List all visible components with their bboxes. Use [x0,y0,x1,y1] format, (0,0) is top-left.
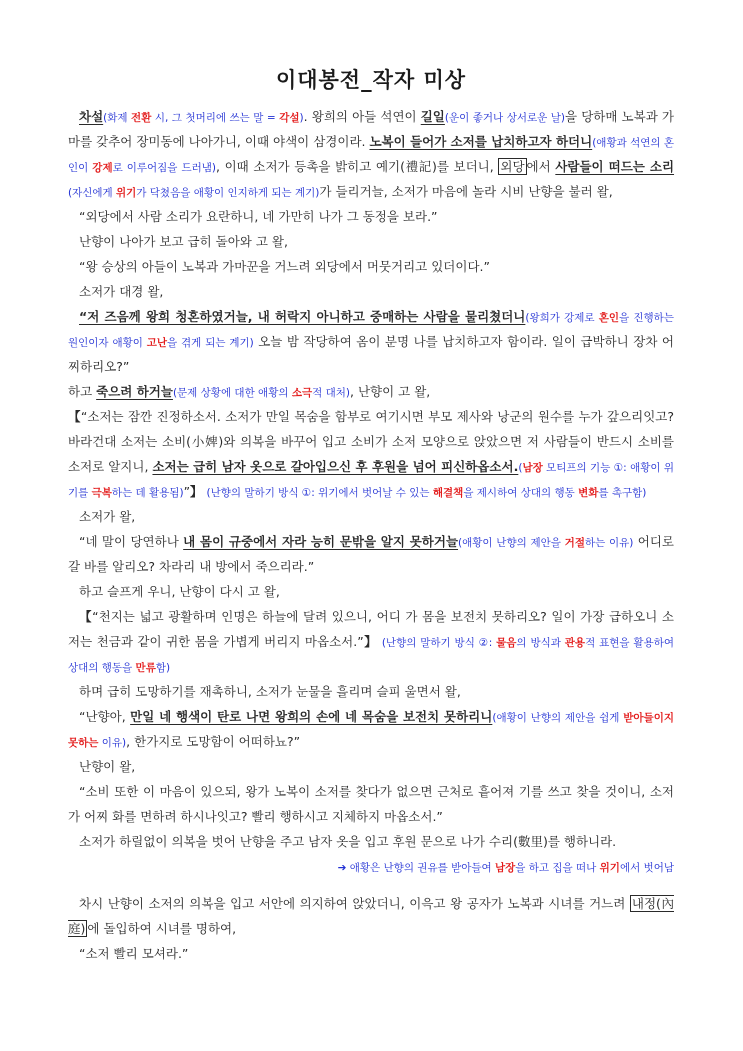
body-text: 난향이 왈, [79,759,136,774]
body-text: ” [183,484,191,499]
paragraph [68,254,674,279]
annotation-keyword: 각설 [279,112,300,124]
annotation-note: 하는 이유) [584,537,634,549]
annotation-note: 로 이루어짐을 드러냄) [112,162,216,174]
body-text: 에서 [526,159,556,174]
paragraph [68,829,674,854]
annotation-keyword: 남장 [522,462,543,474]
boxed-term: 외당 [500,159,525,174]
paragraph [68,754,674,779]
annotation-keyword: 전환 [131,112,152,124]
body-text: “네 말이 당연하나 [79,534,184,549]
body-text: “외당에서 사람 소리가 요란하니, 네 가만히 나가 그 동정을 보라.” [79,209,438,224]
annotation-note: 적 대처) [312,387,350,399]
body-text: 어디로 갈 바를 알리오? 차라리 내 방에서 죽으리라.” [68,534,675,574]
annotation-note: ) [299,112,304,124]
body-text: 하고 슬프게 우니, 난향이 다시 고 왈, [79,584,280,599]
paragraph [68,304,674,379]
body-text: 소저가 하릴없이 의복을 벗어 난향을 주고 남자 옷을 입고 후원 문으로 나가 수리(數里)를 행하니라. [79,834,617,849]
annotation-note: (왕희가 강제로 [525,312,599,324]
annotation-keyword: 해결책 [432,487,464,499]
annotation-note: 을 진행하는 원인이자 애황이 [68,312,674,349]
body-text: “왕 승상의 아들이 노복과 가마꾼을 거느려 외당에서 머뭇거리고 있더이다.” [79,259,490,274]
passage-body [68,104,674,854]
annotation-note: 을 하고 집을 떠나 [515,862,600,874]
key-phrase: 차설 [79,109,104,124]
key-phrase: 사람들이 떠드는 소리 [555,159,675,174]
key-phrase: 죽으려 하거늘 [96,384,173,399]
annotation-keyword: 만류 [135,662,156,674]
body-text: 하며 급히 도망하기를 재촉하니, 소저가 눈물을 흘리며 슬피 울면서 왈, [79,684,461,699]
body-text: 하고 [68,384,97,399]
annotation-note: 을 겪게 되는 계기) [167,337,254,349]
annotation-note: (화제 [103,112,132,124]
paragraph [68,279,674,304]
annotation-note: ( [518,462,523,474]
annotation-note: (애황이 난향의 제안을 쉽게 [492,712,624,724]
key-phrase: 노복이 들어가 소저를 납치하고자 하더니 [369,134,593,149]
annotation-keyword: 받아들이지 못하는 [68,712,674,749]
summary-note [68,854,674,879]
annotation-note: (난향의 말하기 방식 ①: 위기에서 벗어날 수 있는 [206,487,433,499]
annotation-keyword: 거절 [564,537,585,549]
paragraph [68,941,674,966]
key-phrase: 길일 [420,109,445,124]
annotation-note: 에서 벗어남 [619,862,674,874]
key-phrase: “저 즈음께 왕희 청혼하였거늘, 내 허락지 아니하고 중매하는 사람을 물리쳤더니 [79,309,526,324]
annotation-keyword: 변화 [578,487,599,499]
body-text: , 난향이 고 왈, [350,384,431,399]
paragraph [68,891,674,941]
annotation-keyword: 소극 [291,387,313,399]
paragraph [68,229,674,254]
annotation-keyword: 위기 [116,187,137,199]
body-text: “소비 또한 이 마음이 있으되, 왕가 노복이 소저를 찾다가 없으면 근처로 흩어져 기를 쓰고 찾을 것이니, 소저가 어찌 화를 면하려 하시나잇고? 빨리 행하시고 지체하지 마옵소서.” [68,784,674,824]
annotation-keyword: 고난 [146,337,168,349]
body-text: , 이때 소저가 등촉을 밝히고 예기(禮記)를 보더니, [215,159,499,174]
body-text: “난향아, [79,709,131,724]
body-text: “소저는 잠깐 진정하소서. 소저가 만일 목숨을 함부로 여기시면 부모 제사와 낭군의 원수를 누가 갚으리잇고? 바라건대 소저는 소비(小婢)와 의복을 바꾸어 입고 소비가 소저 모양으로 앉았으면 저 사람들이 반드시 소비를 소저로 알지니, [68,409,674,474]
annotation-keyword: 물음 [496,637,517,649]
body-text: 가 들리거늘, 소저가 마음에 놀라 시비 난향을 불러 왈, [319,184,613,199]
annotation-keyword: 관용 [564,637,586,649]
key-phrase: 내 몸이 규중에서 자라 능히 문밖을 알지 못하거늘 [183,534,459,549]
annotation-note: 의 방식과 [516,637,565,649]
key-phrase: 소저는 급히 남자 옷으로 갈아입으신 후 후원을 넘어 피신하옵소서. [152,459,519,474]
annotation-note: 시, 그 첫머리에 쓰는 말 = [151,112,280,124]
body-text: , 한가지로 도망함이 어떠하뇨?” [126,734,301,749]
annotation-keyword: 강제 [92,162,113,174]
annotation-keyword: 혼인 [598,312,620,324]
annotation-keyword: 위기 [599,862,620,874]
annotation-note: ➔ [337,862,347,874]
annotation-note: 하는 데 활용됨) [111,487,184,499]
quote-bracket: 】 [363,634,378,649]
paragraph [68,379,674,404]
page-title: 이대봉전_작자 미상 [275,68,467,92]
document-page [68,66,674,966]
body-text: “소저 빨리 모셔라.” [79,946,189,961]
body-text: “천지는 넓고 광활하며 인명은 하늘에 달려 있으니, 어디 가 몸을 보전치 못하리오? 일이 가장 급하오니 소저는 천금과 같이 귀한 몸을 가볍게 버리지 마옵소서.” [68,609,674,649]
body-text: 난향이 나아가 보고 급히 돌아와 고 왈, [79,234,288,249]
body-text: 소저가 대경 왈, [79,284,164,299]
annotation-note: (자신에게 [68,187,117,199]
paragraph [68,704,674,754]
annotation-keyword: 극복 [91,487,112,499]
quote-bracket: 】 [190,484,203,499]
paragraph [68,604,674,679]
paragraph [68,104,674,204]
annotation-note: 적 표현을 활용하여 상대의 행동을 [68,637,674,674]
body-text: 오늘 밤 작당하여 옴이 분명 나를 납치하고자 함이라. 일이 급박하니 장차 어찌하리오?” [68,334,674,374]
paragraph [68,779,674,829]
body-text: 소저가 왈, [79,509,136,524]
passage-body-continued [68,891,674,966]
key-phrase: 만일 네 행색이 탄로 나면 왕희의 손에 네 목숨을 보전치 못하리니 [130,709,493,724]
paragraph [68,529,674,579]
annotation-note: (애황과 석연의 혼인이 [68,137,674,174]
paragraph [68,679,674,704]
annotation-note: (운이 좋거나 상서로운 날) [444,112,565,124]
annotation-note: 모티프의 기능 ①: 애황이 위기를 [68,462,675,499]
quote-bracket: 【 [79,609,93,624]
paragraph [68,579,674,604]
annotation-note: 가 닥쳤음을 애황이 인지하게 되는 계기) [136,187,320,199]
annotation-keyword: 남장 [494,862,516,874]
annotation-note: 을 제시하여 상대의 행동 [463,487,579,499]
body-text: . 왕희의 아들 석연이 [303,109,421,124]
annotation-note: (애황이 난향의 제안을 [458,537,565,549]
paragraph [68,504,674,529]
boxed-term: 내정(內庭) [68,896,674,936]
annotation-note: 함) [155,662,171,674]
paragraph [68,404,674,504]
quote-bracket: 【 [68,409,81,424]
annotation-note: (문제 상황에 대한 애황의 [172,387,292,399]
annotation-note: (난향의 말하기 방식 ②: [381,637,497,649]
body-text: 차시 난향이 소저의 의복을 입고 서안에 의지하여 앉았더니, 이윽고 왕 공자가 노복과 시녀를 거느려 [79,896,630,911]
annotation-note: 이유) [98,737,127,749]
body-text: 을 당하매 노복과 가마를 갖추어 장미동에 나아가니, 이때 야색이 삼경이라. [68,109,674,149]
paragraph [68,204,674,229]
body-text: 에 돌입하여 시녀를 명하여, [87,921,237,936]
annotation-note: 애황은 난향의 권유를 받아들여 [346,862,495,874]
annotation-note: 를 촉구함) [598,487,647,499]
